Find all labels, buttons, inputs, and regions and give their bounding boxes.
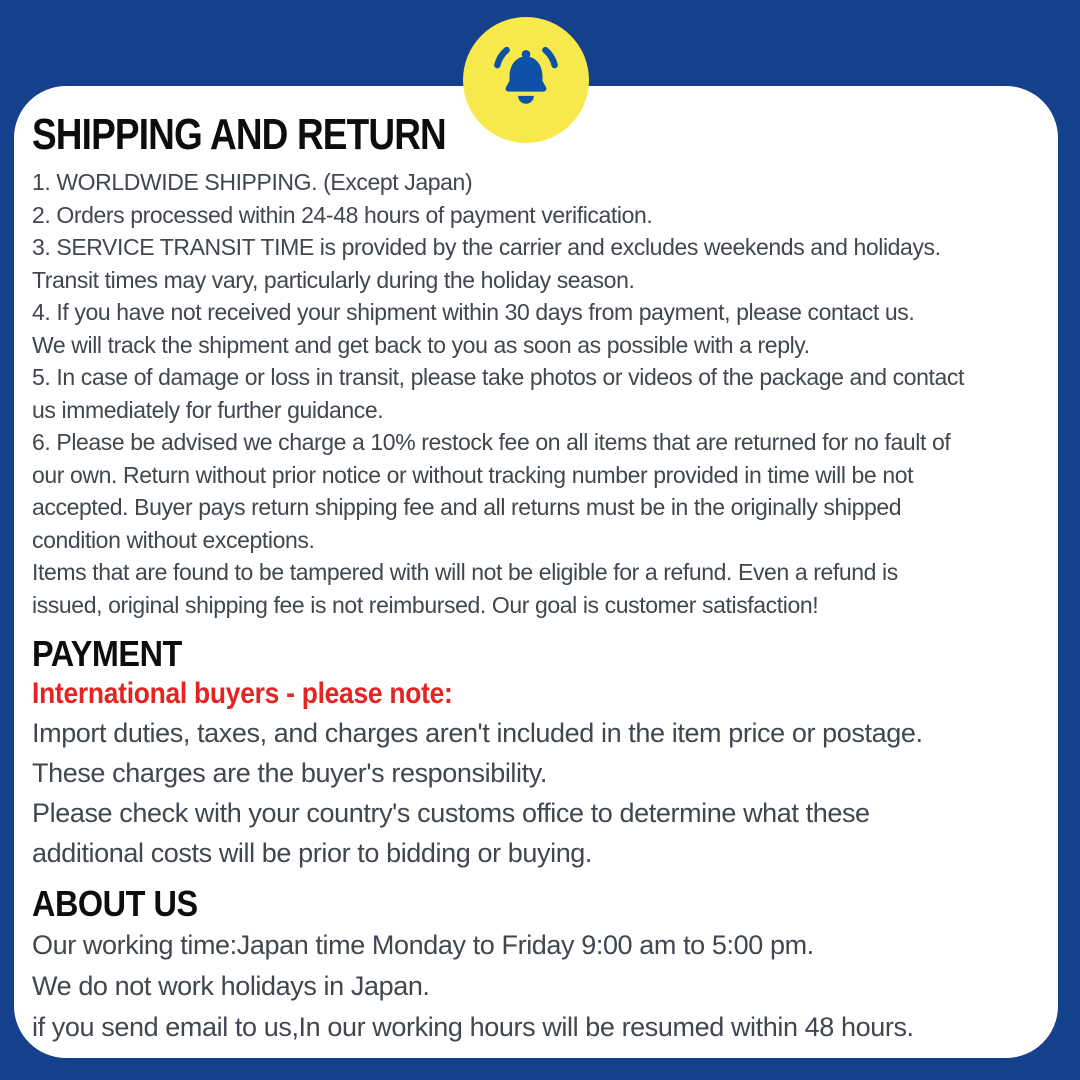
shipping-line: 3. SERVICE TRANSIT TIME is provided by the carrier and excludes weekends and holidays. bbox=[32, 234, 941, 260]
shipping-line: 5. In case of damage or loss in transit, please take photos or videos of the package and contact bbox=[32, 364, 965, 390]
shipping-line: us immediately for further guidance. bbox=[32, 396, 384, 423]
payment-heading: PAYMENT bbox=[32, 633, 182, 674]
about-line: We do not work holidays in Japan. bbox=[32, 971, 430, 1001]
payment-line: Please check with your country's customs office to determine what these bbox=[32, 798, 870, 828]
policy-card bbox=[14, 86, 1058, 1058]
notification-badge bbox=[463, 17, 589, 143]
international-buyers-note: International buyers - please note: bbox=[32, 677, 453, 710]
bell-icon bbox=[483, 35, 569, 126]
shipping-line: Items that are found to be tampered with will not be eligible for a refund. Even a refund is bbox=[32, 559, 898, 585]
about-line: Our working time:Japan time Monday to Friday 9:00 am to 5:00 pm. bbox=[32, 930, 814, 960]
shipping-line: condition without exceptions. bbox=[32, 526, 315, 553]
about-section bbox=[32, 925, 1040, 1048]
shipping-heading: SHIPPING AND RETURN bbox=[32, 110, 446, 159]
about-line: if you send email to us,In our working hours will be resumed within 48 hours. bbox=[32, 1012, 914, 1042]
shipping-line: We will track the shipment and get back to you as soon as possible with a reply. bbox=[32, 331, 810, 358]
shipping-line: 2. Orders processed within 24-48 hours of payment verification. bbox=[32, 201, 653, 228]
shipping-line: accepted. Buyer pays return shipping fee and all returns must be in the originally shipped bbox=[32, 494, 902, 520]
payment-line: These charges are the buyer's responsibility. bbox=[32, 758, 547, 788]
shipping-line: issued, original shipping fee is not reimbursed. Our goal is customer satisfaction! bbox=[32, 591, 819, 618]
shipping-section bbox=[32, 166, 1040, 621]
shipping-line: Transit times may vary, particularly during the holiday season. bbox=[32, 266, 635, 293]
shipping-line: 6. Please be advised we charge a 10% restock fee on all items that are returned for no fault of bbox=[32, 429, 951, 455]
payment-line: additional costs will be prior to bidding or buying. bbox=[32, 838, 593, 868]
payment-line: Import duties, taxes, and charges aren't included in the item price or postage. bbox=[32, 718, 923, 748]
shipping-line: 4. If you have not received your shipment within 30 days from payment, please contact us. bbox=[32, 299, 915, 325]
about-heading: ABOUT US bbox=[32, 883, 198, 924]
shipping-line: 1. WORLDWIDE SHIPPING. (Except Japan) bbox=[32, 169, 473, 195]
shipping-line: our own. Return without prior notice or without tracking number provided in time will be not bbox=[32, 461, 914, 488]
payment-section bbox=[32, 675, 1040, 873]
